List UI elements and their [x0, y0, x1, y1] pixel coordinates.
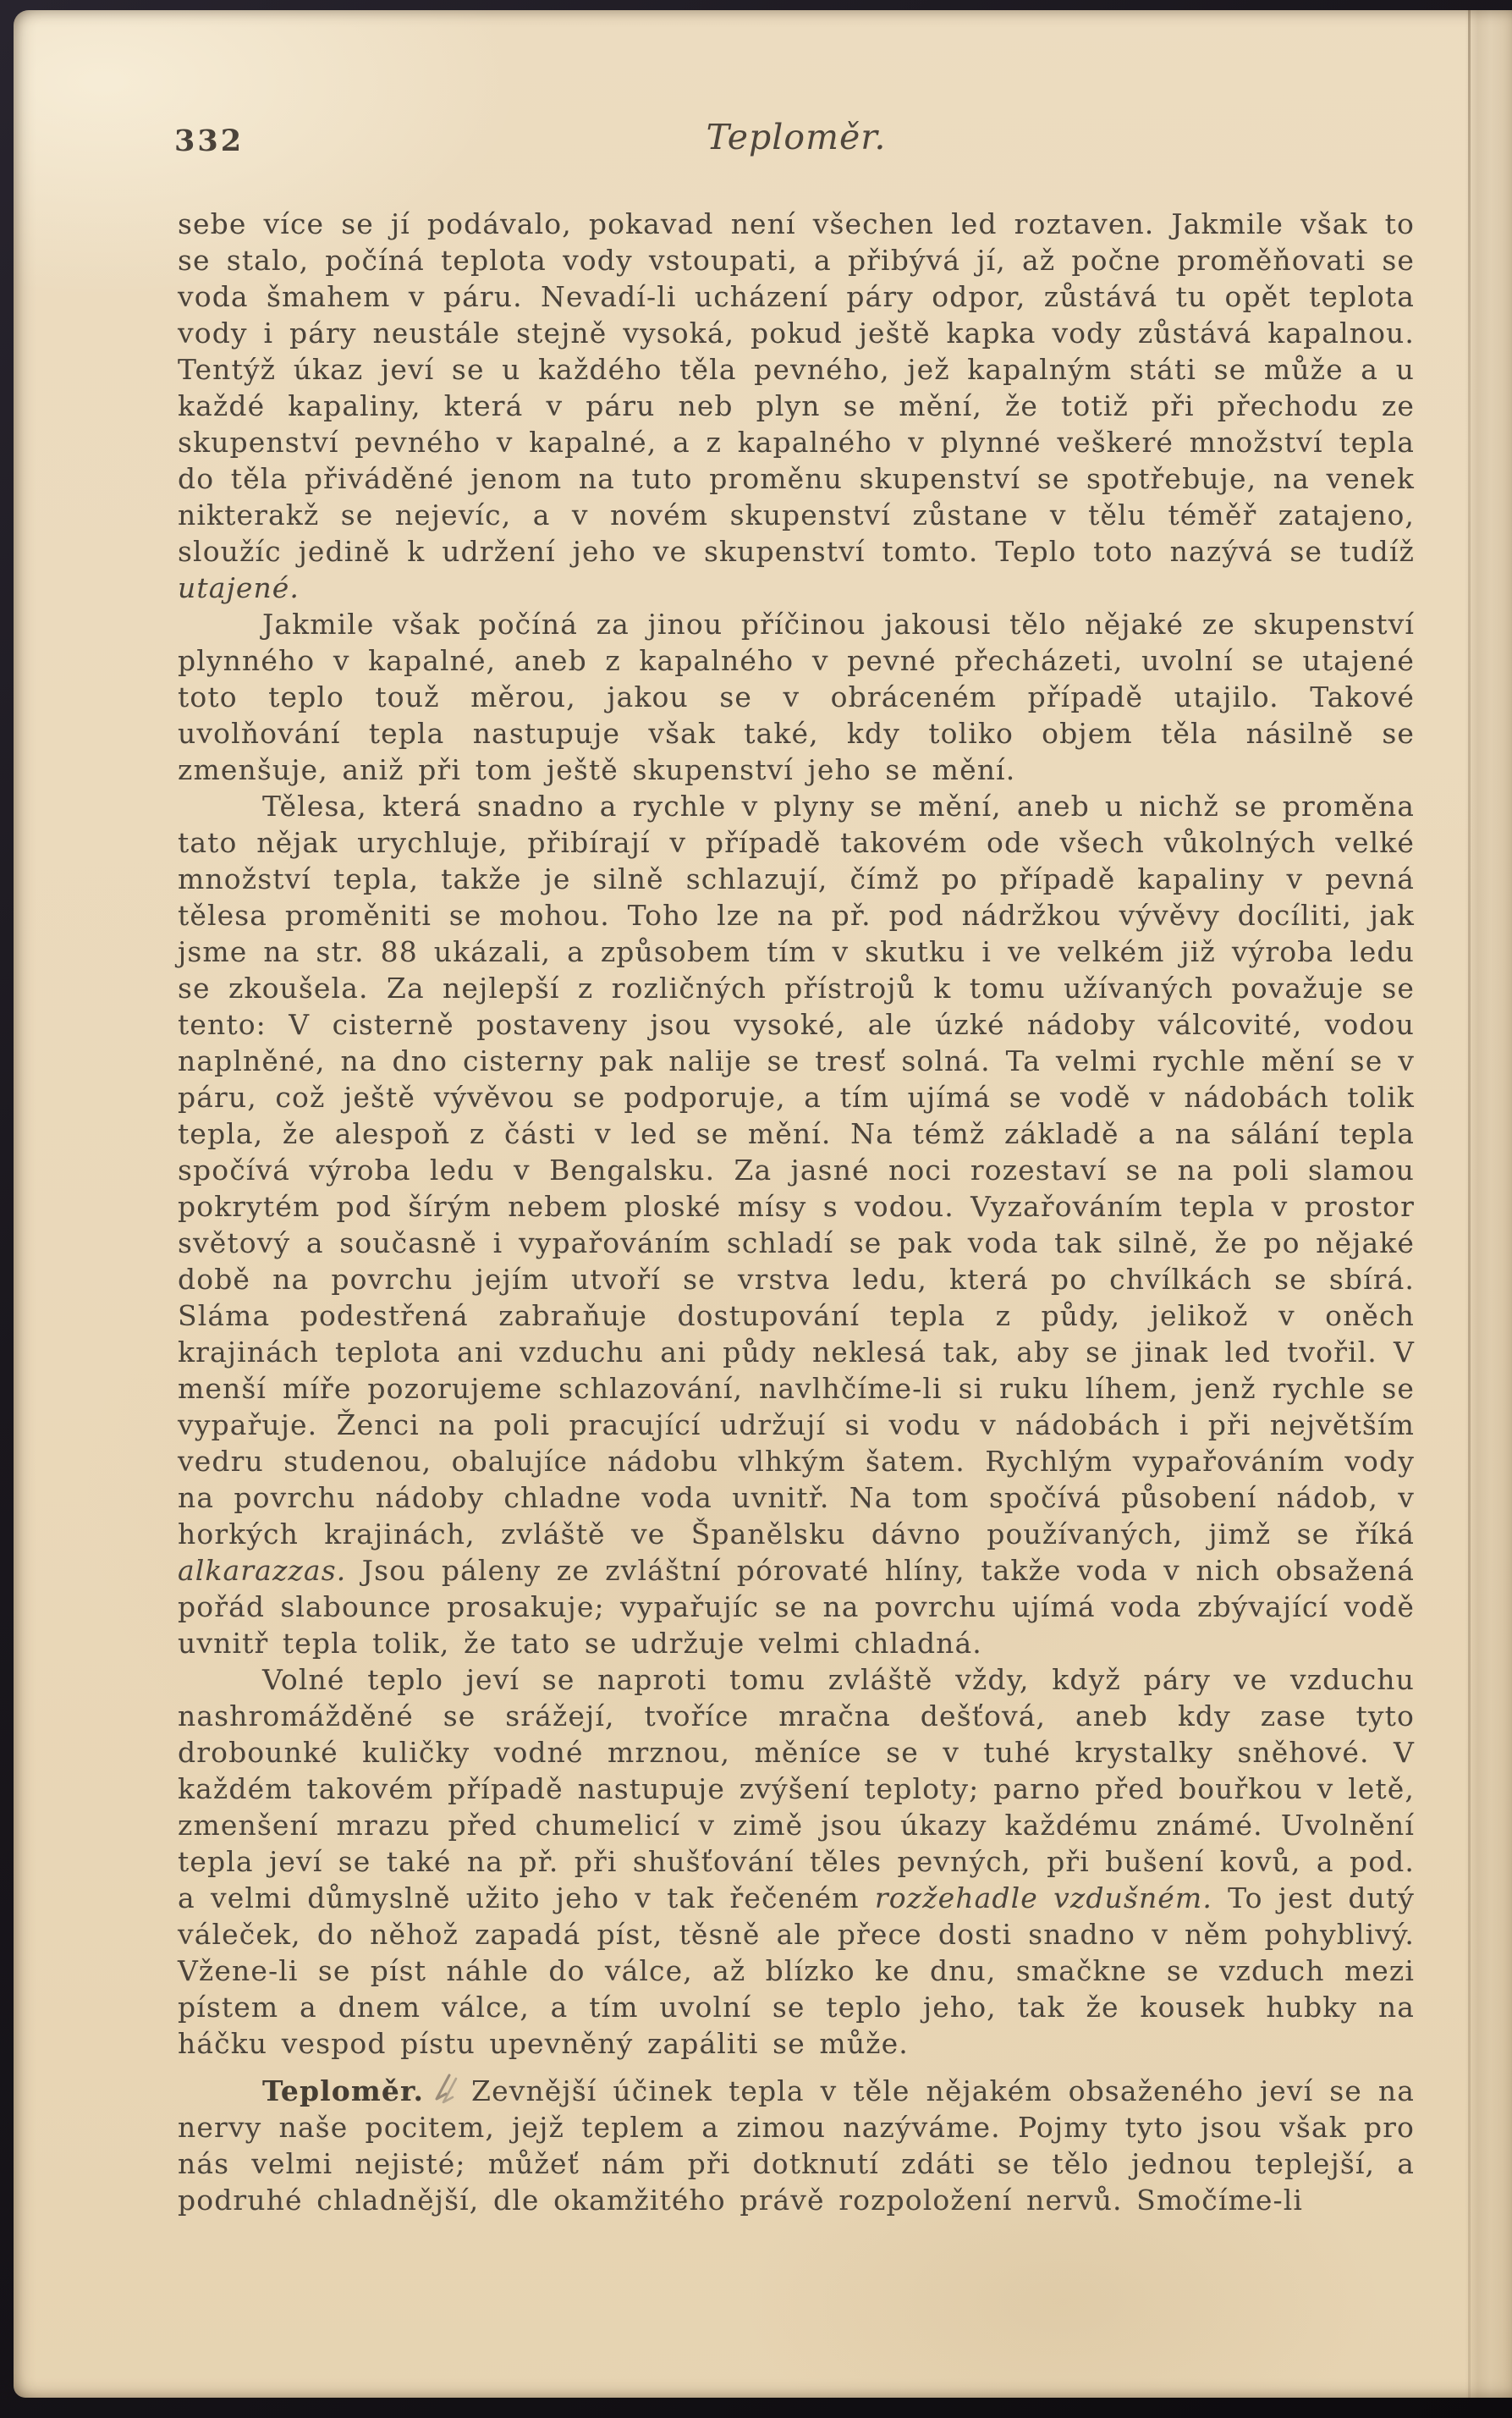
page-crease-line [1468, 10, 1471, 2398]
page-gutter-shadow [1465, 10, 1512, 2398]
paragraph-heat-release [178, 606, 1415, 788]
text-segment: sebe více se jí podávalo, pokavad není všechen led roztaven. Jakmile však to se stalo, počíná teplota vody vstoupati, a přibývá jí, až počne proměňovati se voda šmahem v páru. Nevadí-li ucházení páry odpor, zůstává tu opět teplota vody i páry neustále stejně vysoká, pokud ještě kapka vody zůstává kapalnou. Tentýž úkaz jeví se u každého těla pevného, jež kapalným státi se může a u každé kapaliny, která v páru neb plyn se mění, že totiž při přechodu ze skupenství pevného v kapalné, a z kapalného v plynné veškeré množství tepla do těla přiváděné jenom na tuto proměnu skupenství se spotřebuje, na venek nikterakž se nejevíc, a v novém skupenství zůstane v tělu téměř zatajeno, sloužíc jedině k udržení jeho ve skupenství tomto. Teplo toto nazývá se tudíž [178, 207, 1415, 568]
section-heading-inline: Teploměr. [262, 2074, 425, 2107]
text-segment: Jakmile však počíná za jinou příčinou jakousi tělo nějaké ze skupenství plynného v kapalné, aneb z kapalného v pevné přecházeti, uvolní se utajené toto teplo touž měrou, jakou se v obráceném případě utajilo. Takové uvolňování tepla nastupuje však také, kdy toliko objem těla násilně se zmenšuje, aniž při tom ještě skupenství jeho se mění. [178, 608, 1415, 786]
pencil-mark-icon [431, 2074, 459, 2112]
paragraph-thermometer [178, 2062, 1415, 2218]
running-title: Teploměr. [706, 117, 887, 157]
page [14, 10, 1512, 2398]
text-segment-italic: alkarazzas. [178, 1554, 347, 1587]
text-segment-italic: rozžehadle vzdušném. [874, 1881, 1212, 1914]
text-segment: Tělesa, která snadno a rychle v plyny se mění, aneb u nichž se proměna tato nějak urychluje, přibírají v případě takovém ode všech vůkolných velké množství tepla, takže je silně schlazují, čímž po případě kapaliny v pevná tělesa proměniti se mohou. Toho lze na př. pod nádržkou vývěvy docíliti, jak jsme na str. 88 ukázali, a způsobem tím v skutku i ve velkém již výroba ledu se zkoušela. Za nejlepší z rozličných přístrojů k tomu užívaných považuje se tento: V cisterně postaveny jsou vysoké, ale úzké nádoby válcovité, vodou naplněné, na dno cisterny pak nalije se tresť solná. Ta velmi rychle mění se v páru, což ještě vývěvou se podporuje, a tím ujímá se vodě v nádobách tolik tepla, že alespoň z části v led se mění. Na témž základě a na sálání tepla spočívá výroba ledu v Bengalsku. Za jasné noci rozestaví se na poli slamou pokrytém pod šírým nebem ploské mísy s vodou. Vyzařováním tepla v prostor světový a současně i vypařováním schladí se pak voda tak silně, že po nějaké době na povrchu jejím utvoří se vrstva ledu, která po chvílkách se sbírá. Sláma podestřená zabraňuje dostupování tepla z půdy, jelikož v oněch krajinách teplota ani vzduchu ani půdy neklesá tak, aby se jinak led tvořil. V menší míře pozorujeme schlazování, navlhčíme-li si ruku líhem, jenž rychle se vypařuje. Ženci na poli pracující udržují si vodu v nádobách i při největším vedru studenou, obalujíce nádobu vlhkým šatem. Rychlým vypařováním vody na povrchu nádoby chladne voda uvnitř. Na tom spočívá působení nádob, v horkých krajinách, zvláště ve Španělsku dávno používaných, jimž se říká [178, 790, 1415, 1550]
text-segment: Zevnější účinek tepla v těle nějakém obsaženého jeví se na nervy naše pocitem, jejž teplem a zimou nazýváme. Pojmy tyto jsou však pro nás velmi nejisté; můžeť nám při dotknutí zdáti se tělo jednou teplejší, a podruhé chladnější, dle okamžitého právě rozpoložení nervů. Smočíme-li [178, 2074, 1415, 2217]
body-text [178, 206, 1415, 2218]
text-segment: Volné teplo jeví se naproti tomu zvláště vždy, když páry ve vzduchu nashromážděné se srážejí, tvoříce mračna dešťová, aneb kdy zase tyto drobounké kuličky vodné mrznou, měníce se v tuhé krystalky sněhové. V každém takovém případě nastupuje zvýšení teploty; parno před bouřkou v letě, zmenšení mrazu před chumelicí v zimě jsou úkazy každému známé. Uvolnění tepla jeví se také na př. při shušťování těles pevných, při bušení kovů, a pod. a velmi důmyslně užito jeho v tak řečeném [178, 1663, 1415, 1914]
paragraph-latent-heat [178, 206, 1415, 606]
paragraph-free-heat [178, 1661, 1415, 2062]
text-segment: Jsou páleny ze zvláštní pórovaté hlíny, takže voda v nich obsažená pořád slabounce prosakuje; vypařujíc se na povrchu ujímá voda zbývající vodě uvnitř tepla tolik, že tato se udržuje velmi chladná. [178, 1554, 1415, 1660]
text-segment: To jest dutý váleček, do něhož zapadá píst, těsně ale přece dosti snadno v něm pohyblivý. Vžene-li se píst náhle do válce, až blízko ke dnu, smačkne se vzduch mezi pístem a dnem válce, a tím uvolní se teplo jeho, tak že kousek hubky na háčku vespod pístu upevněný zapáliti se může. [178, 1881, 1416, 2060]
text-segment-italic: utajené. [178, 571, 300, 604]
paragraph-evaporation-cooling [178, 788, 1415, 1661]
page-number: 332 [174, 124, 245, 158]
